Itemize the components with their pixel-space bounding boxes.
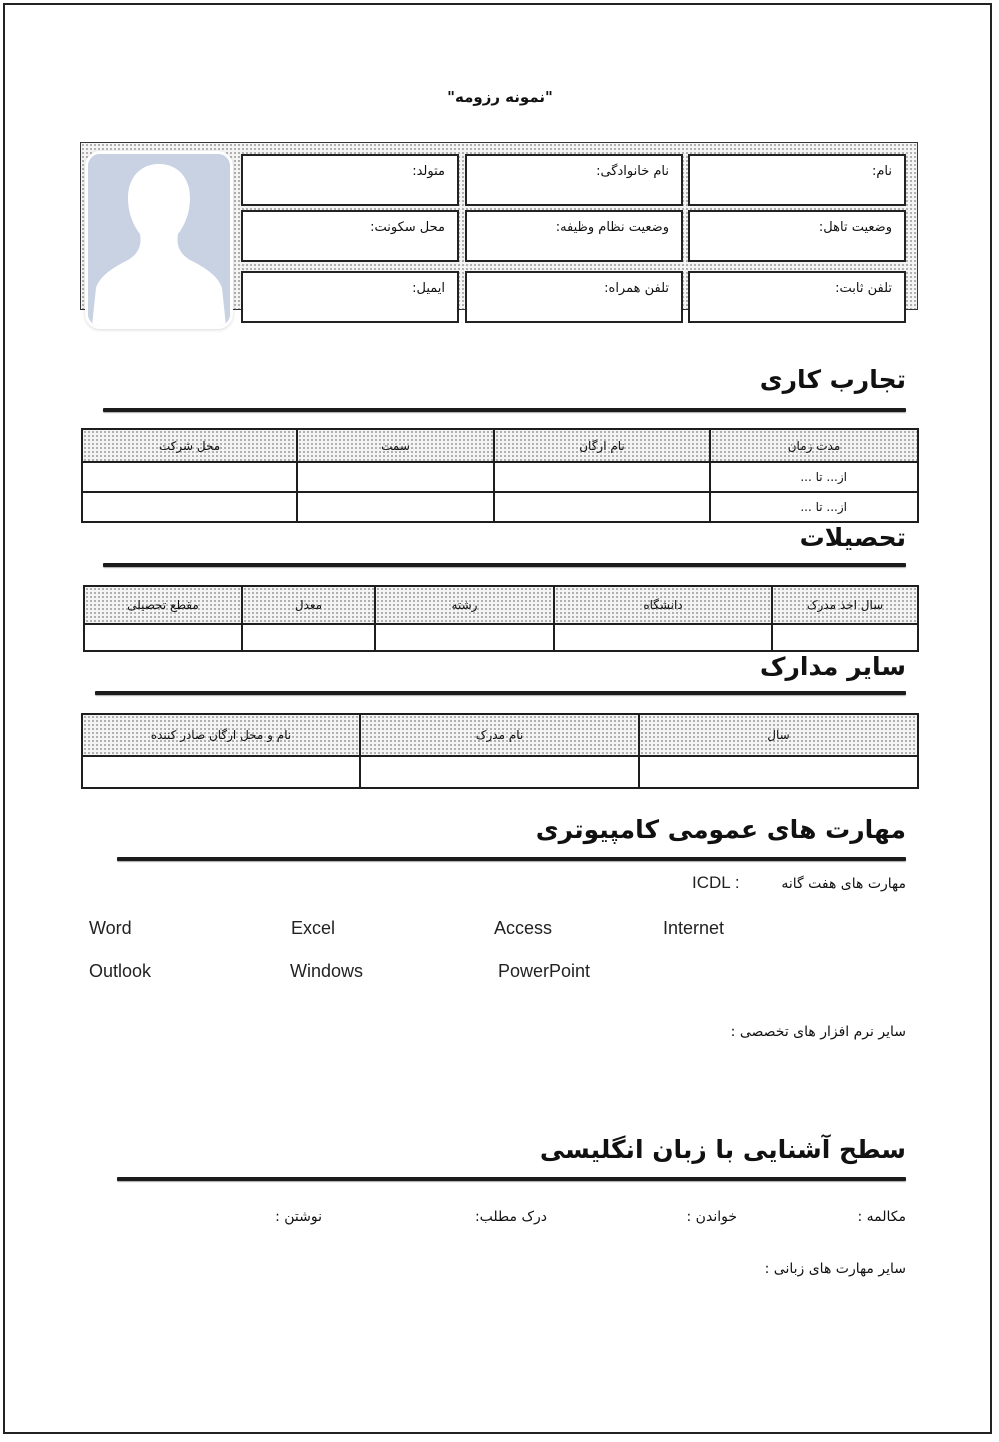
education-table	[83, 585, 919, 652]
work-header-duration: مدت زمان	[710, 429, 918, 462]
english-section-rule	[117, 1177, 906, 1181]
other-docs-header-issuer: نام و محل ارگان صادر کننده	[82, 714, 360, 756]
field-marital-status[interactable]: وضعیت تاهل:	[688, 210, 906, 262]
table-cell[interactable]	[772, 624, 918, 651]
field-military-status[interactable]: وضعیت نظام وظیفه:	[465, 210, 683, 262]
table-cell[interactable]	[554, 624, 772, 651]
other-docs-header-year: سال	[639, 714, 918, 756]
other-docs-header-document: نام مدرک	[360, 714, 639, 756]
work-header-organization: نام ارگان	[494, 429, 710, 462]
work-header-company: محل شرکت	[82, 429, 297, 462]
person-silhouette-icon	[88, 154, 230, 326]
education-header-degree: مقطع تحصیلی	[84, 586, 242, 624]
document-title: "نمونه رزومه"	[447, 88, 553, 106]
work-header-position: سمت	[297, 429, 494, 462]
table-cell[interactable]	[360, 756, 639, 788]
field-first-name[interactable]: نام:	[688, 154, 906, 206]
english-speaking-label: مکالمه :	[857, 1209, 906, 1225]
table-cell[interactable]	[82, 462, 297, 492]
other-language-skills-label: سایر مهارت های زبانی :	[764, 1261, 906, 1277]
computer-section-title: مهارت های عمومی کامپیوتری	[535, 815, 906, 844]
education-header-field: رشته	[375, 586, 554, 624]
field-birth[interactable]: متولد:	[241, 154, 459, 206]
table-cell[interactable]	[297, 492, 494, 522]
work-table	[81, 428, 919, 523]
skill-outlook: Outlook	[89, 961, 152, 981]
table-cell[interactable]	[82, 492, 297, 522]
skill-access: Access	[494, 918, 553, 938]
education-section-rule	[103, 563, 906, 567]
other-docs-section-rule	[95, 691, 906, 695]
education-header-gpa: معدل	[242, 586, 375, 624]
icdl-value: ICDL :	[692, 873, 740, 892]
table-cell[interactable]	[375, 624, 554, 651]
table-cell[interactable]	[297, 462, 494, 492]
other-docs-section-title: سایر مدارک	[759, 652, 906, 681]
skill-word: Word	[89, 918, 132, 938]
work-section-rule	[103, 408, 906, 412]
education-header-university: دانشگاه	[554, 586, 772, 624]
skill-internet: Internet	[663, 918, 725, 938]
other-docs-table	[81, 713, 919, 789]
skill-excel: Excel	[291, 918, 336, 938]
work-row-2-date[interactable]: از... تا ...	[710, 492, 918, 522]
table-cell[interactable]	[639, 756, 918, 788]
table-cell[interactable]	[494, 492, 710, 522]
field-email[interactable]: ایمیل:	[241, 271, 459, 323]
computer-section-rule	[117, 857, 906, 861]
education-header-year: سال اخذ مدرک	[772, 586, 918, 624]
field-last-name[interactable]: نام خانوادگی:	[465, 154, 683, 206]
english-comprehension-label: درک مطلب:	[474, 1209, 547, 1225]
profile-photo-placeholder	[88, 154, 230, 326]
work-section-title: تجارب کاری	[759, 365, 906, 394]
field-landline[interactable]: تلفن ثابت:	[688, 271, 906, 323]
english-reading-label: خواندن :	[686, 1209, 737, 1225]
education-section-title: تحصیلات	[799, 523, 906, 552]
other-software-label: سایر نرم افزار های تخصصی :	[730, 1024, 906, 1040]
work-row-1-date[interactable]: از... تا ...	[710, 462, 918, 492]
skill-powerpoint: PowerPoint	[498, 961, 591, 981]
table-cell[interactable]	[84, 624, 242, 651]
field-mobile[interactable]: تلفن همراه:	[465, 271, 683, 323]
english-writing-label: نوشتن :	[275, 1209, 322, 1225]
icdl-label: مهارت های هفت گانه	[781, 876, 906, 892]
table-cell[interactable]	[82, 756, 360, 788]
table-cell[interactable]	[494, 462, 710, 492]
skill-windows: Windows	[290, 961, 364, 981]
english-section-title: سطح آشنایی با زبان انگلیسی	[539, 1135, 906, 1164]
table-cell[interactable]	[242, 624, 375, 651]
field-residence[interactable]: محل سکونت:	[241, 210, 459, 262]
